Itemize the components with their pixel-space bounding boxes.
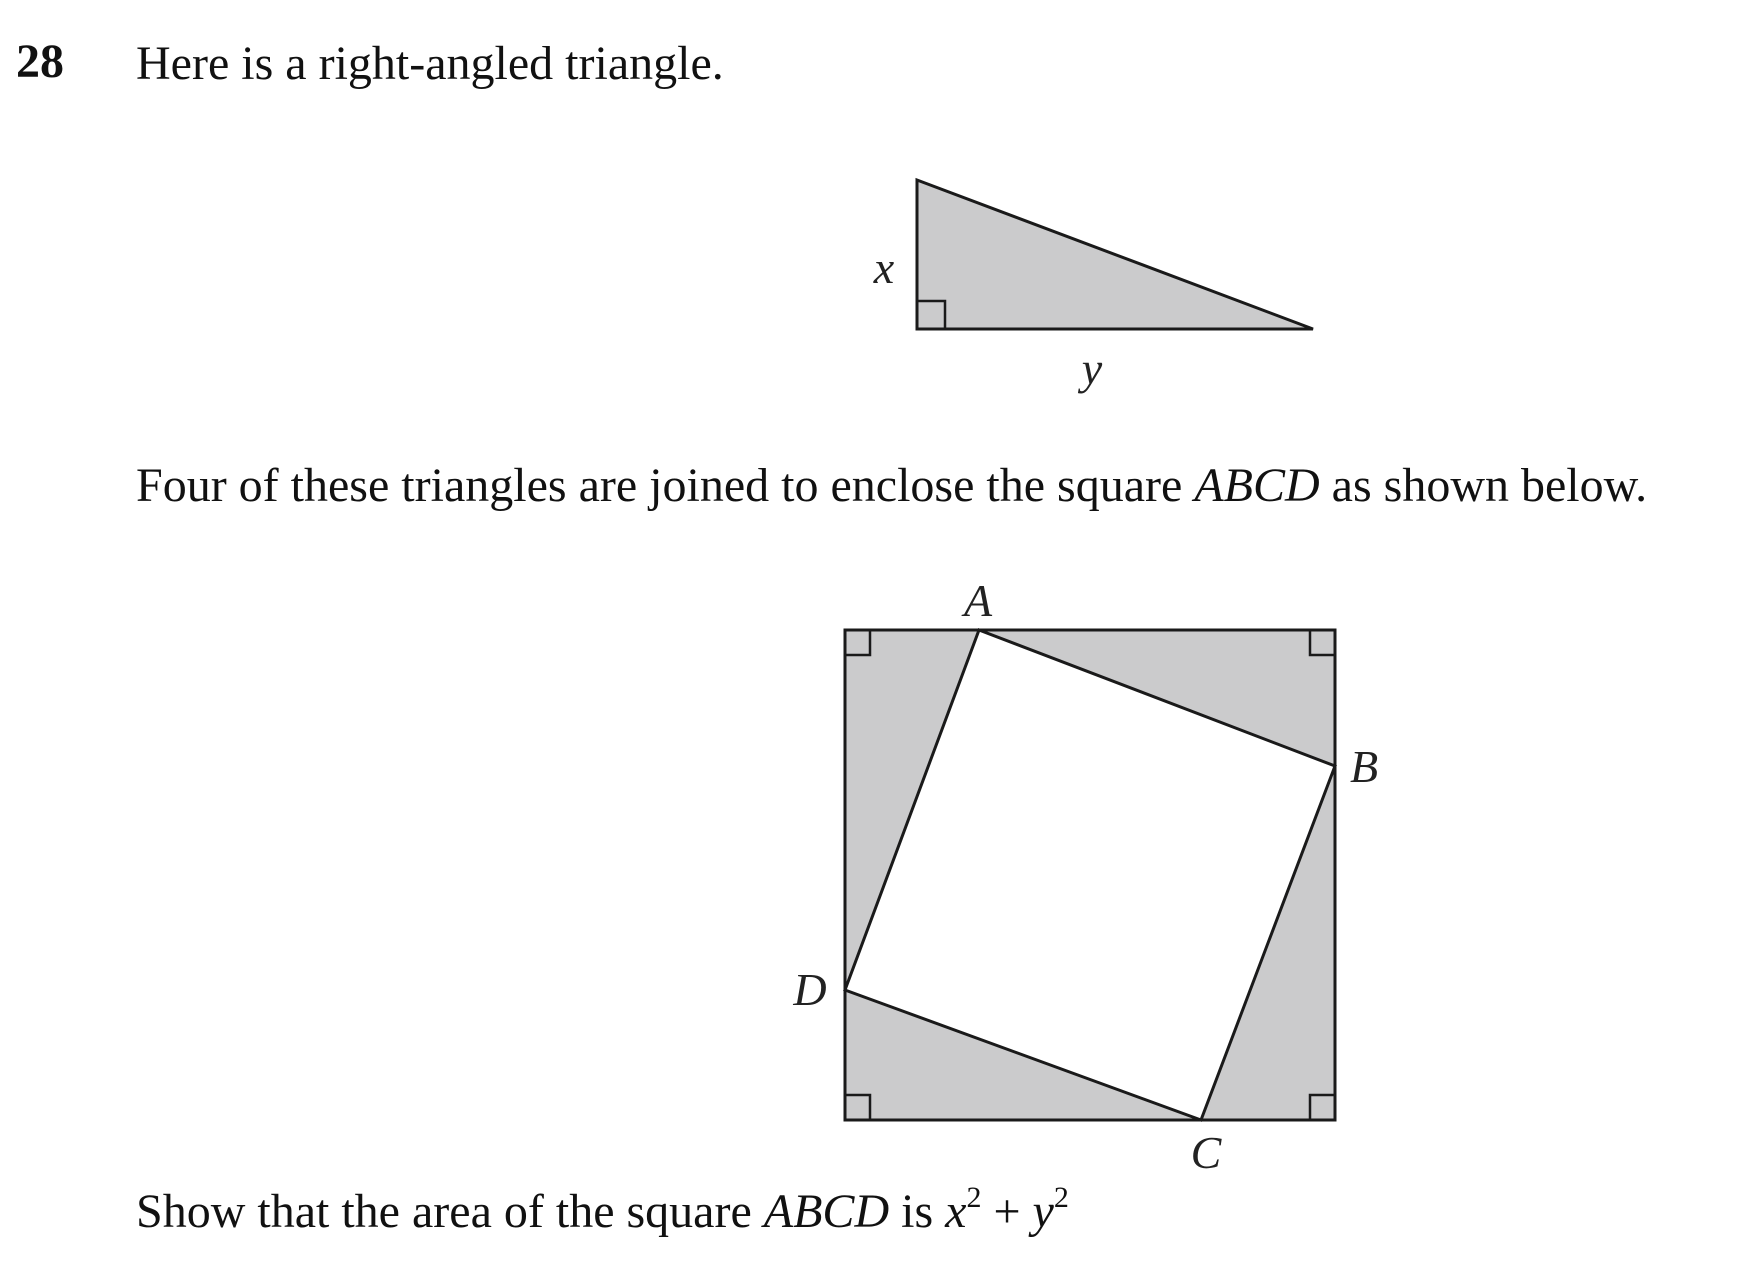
expr-exponent-2: 2 [1053, 1181, 1069, 1214]
expr-y: y [1032, 1185, 1054, 1238]
line3-text-before: Show that the area of the square [136, 1185, 764, 1238]
line3-text-mid: is [889, 1185, 946, 1238]
right-triangle [917, 180, 1313, 329]
vertex-label-b: B [1349, 741, 1379, 792]
question-intro: Here is a right-angled triangle. [136, 37, 724, 90]
question-number: 28 [16, 35, 64, 88]
vertex-label-a: A [963, 575, 993, 626]
vertex-label-d: D [793, 964, 827, 1015]
expr-x: x [945, 1185, 967, 1238]
line2-square-name: ABCD [1194, 459, 1320, 512]
line2-text-before: Four of these triangles are joined to enclose the square [136, 459, 1195, 512]
side-label-y: y [1081, 343, 1103, 394]
square-figure [792, 575, 1378, 1178]
right-triangle-figure [873, 180, 1313, 394]
line2-text-after: as shown below. [1319, 459, 1648, 512]
expr-exponent-1: 2 [966, 1181, 982, 1214]
vertex-label-c: C [1190, 1127, 1222, 1178]
expr-plus: + [981, 1185, 1033, 1238]
line3-square-name: ABCD [763, 1185, 890, 1238]
side-label-x: x [873, 242, 895, 293]
